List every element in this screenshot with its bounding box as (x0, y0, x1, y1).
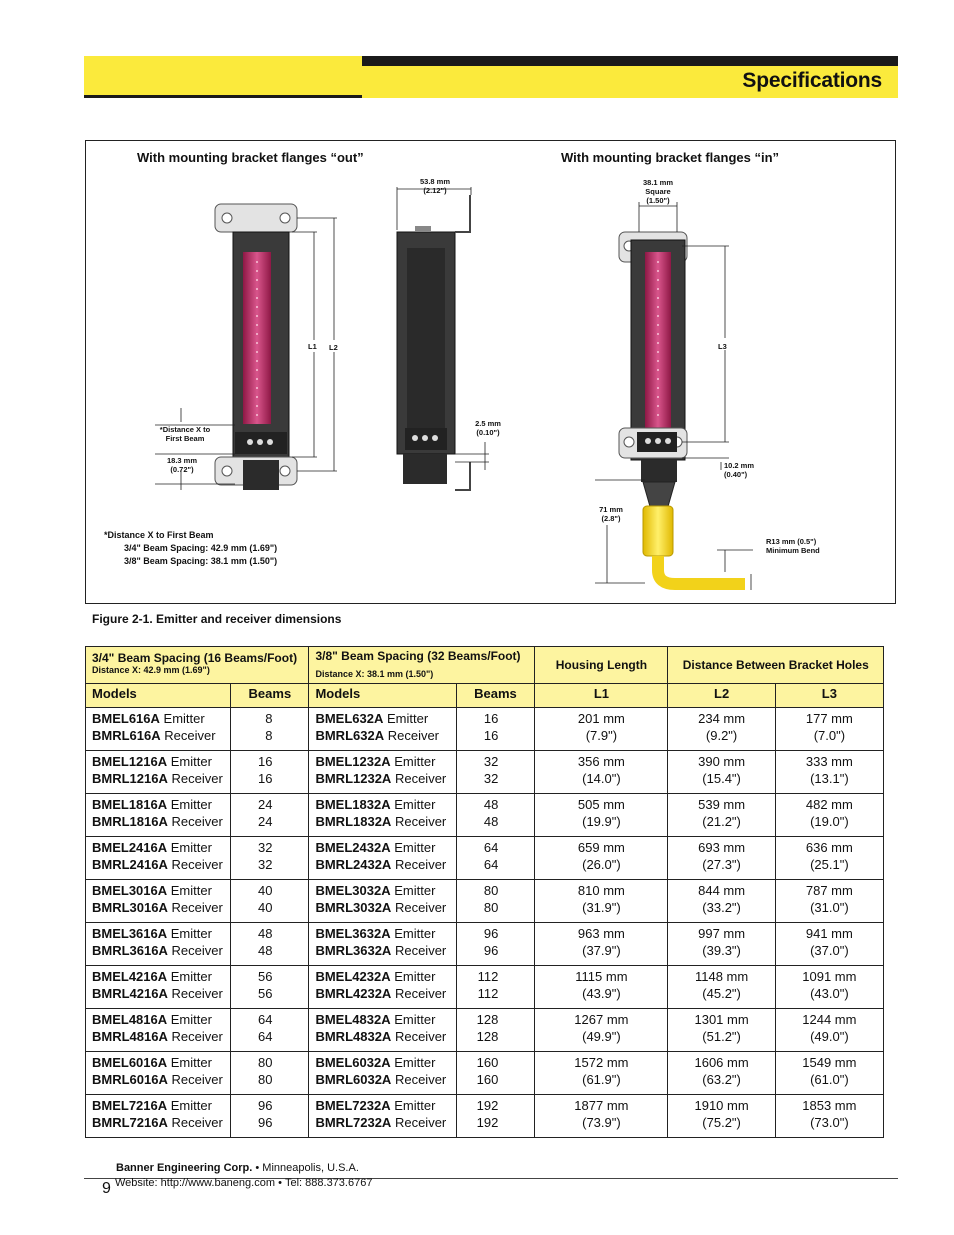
col-header-l1: L1 (535, 684, 668, 708)
col-header-l2: L2 (668, 684, 775, 708)
beams-cell: 160 160 (456, 1052, 535, 1095)
models-cell: BMEL1232A Emitter BMRL1232A Receiver (309, 751, 456, 794)
dim-10mm: 10.2 mm (0.40") (724, 461, 755, 479)
l1-cell: 1877 mm (73.9") (535, 1095, 668, 1138)
l2-cell: 1301 mm (51.2") (668, 1009, 775, 1052)
l3-cell: 177 mm (7.0") (775, 708, 883, 751)
beams-cell: 48 48 (456, 794, 535, 837)
footer-contact-line: Website: http://www.baneng.com • Tel: 888.373.6767 (115, 1177, 373, 1189)
beams-cell: 56 56 (231, 966, 309, 1009)
models-cell: BMEL6032A Emitter BMRL6032A Receiver (309, 1052, 456, 1095)
l3-cell: 333 mm (13.1") (775, 751, 883, 794)
beams-cell: 16 16 (231, 751, 309, 794)
table-row (86, 1009, 884, 1052)
l1-cell: 356 mm (14.0") (535, 751, 668, 794)
beams-cell: 24 24 (231, 794, 309, 837)
header-yellow-band-left (84, 56, 362, 98)
beams-cell: 192 192 (456, 1095, 535, 1138)
emitter-front-flanges-in (619, 232, 745, 584)
l1-cell: 1115 mm (43.9") (535, 966, 668, 1009)
beams-cell: 96 96 (231, 1095, 309, 1138)
models-cell: BMEL616A Emitter BMRL616A Receiver (86, 708, 231, 751)
models-cell: BMEL632A Emitter BMRL632A Receiver (309, 708, 456, 751)
l2-cell: 1606 mm (63.2") (668, 1052, 775, 1095)
l2-cell: 844 mm (33.2") (668, 880, 775, 923)
dim-18mm: 18.3 mm (0.72") (166, 456, 198, 474)
models-cell: BMEL6016A Emitter BMRL6016A Receiver (86, 1052, 231, 1095)
l3-cell: 787 mm (31.0") (775, 880, 883, 923)
beams-cell: 8 8 (231, 708, 309, 751)
beams-cell: 64 64 (231, 1009, 309, 1052)
page-title: Specifications (742, 69, 882, 92)
models-cell: BMEL1816A Emitter BMRL1816A Receiver (86, 794, 231, 837)
l2-cell: 693 mm (27.3") (668, 837, 775, 880)
beams-cell: 80 80 (231, 1052, 309, 1095)
beams-cell: 32 32 (456, 751, 535, 794)
spec-table (85, 646, 884, 1138)
table-row (86, 923, 884, 966)
l3-cell: 636 mm (25.1") (775, 837, 883, 880)
l2-cell: 1148 mm (45.2") (668, 966, 775, 1009)
beams-cell: 32 32 (231, 837, 309, 880)
l3-cell: 1091 mm (43.0") (775, 966, 883, 1009)
models-cell: BMEL3616A Emitter BMRL3616A Receiver (86, 923, 231, 966)
table-row (86, 708, 884, 751)
l1-cell: 810 mm (31.9") (535, 880, 668, 923)
l2-cell: 390 mm (15.4") (668, 751, 775, 794)
beams-cell: 48 48 (231, 923, 309, 966)
col-header-l3: L3 (775, 684, 883, 708)
l3-cell: 941 mm (37.0") (775, 923, 883, 966)
l2-cell: 1910 mm (75.2") (668, 1095, 775, 1138)
group-header-3-8: 3/8" Beam Spacing (32 Beams/Foot) Distance X: 38.1 mm (1.50") (309, 647, 535, 684)
figure-note: *Distance X to First Beam 3/4" Beam Spacing: 42.9 mm (1.69") 3/8" Beam Spacing: 38.1 mm (1.50") (104, 530, 278, 566)
models-cell: BMEL3032A Emitter BMRL3032A Receiver (309, 880, 456, 923)
models-cell: BMEL7232A Emitter BMRL7232A Receiver (309, 1095, 456, 1138)
dim-l1: L1 (308, 342, 317, 351)
beams-cell: 112 112 (456, 966, 535, 1009)
figure-heading-in: With mounting bracket flanges “in” (561, 150, 780, 165)
table-row (86, 837, 884, 880)
col-header-models-2: Models (309, 684, 456, 708)
dim-l2: L2 (329, 343, 338, 352)
models-cell: BMEL1832A Emitter BMRL1832A Receiver (309, 794, 456, 837)
models-cell: BMEL2432A Emitter BMRL2432A Receiver (309, 837, 456, 880)
dim-38mm-square: 38.1 mm Square (1.50") (642, 178, 674, 205)
l2-cell: 997 mm (39.3") (668, 923, 775, 966)
l2-cell: 234 mm (9.2") (668, 708, 775, 751)
dim-53mm: 53.8 mm (2.12") (419, 177, 451, 195)
footer-company-line: Banner Engineering Corp. • Minneapolis, U.S.A. (116, 1162, 359, 1174)
table-row (86, 1095, 884, 1138)
table-row (86, 1052, 884, 1095)
beams-cell: 80 80 (456, 880, 535, 923)
figure-heading-out: With mounting bracket flanges “out” (137, 150, 364, 165)
l1-cell: 963 mm (37.9") (535, 923, 668, 966)
col-header-beams-2: Beams (456, 684, 535, 708)
spec-table-body (86, 708, 884, 1138)
housing-length-header: Housing Length (535, 647, 668, 684)
l1-cell: 659 mm (26.0") (535, 837, 668, 880)
models-cell: BMEL4216A Emitter BMRL4216A Receiver (86, 966, 231, 1009)
beams-cell: 96 96 (456, 923, 535, 966)
models-cell: BMEL4816A Emitter BMRL4816A Receiver (86, 1009, 231, 1052)
col-header-models-1: Models (86, 684, 231, 708)
dim-distance-x-label: *Distance X to First Beam (159, 425, 211, 443)
models-cell: BMEL7216A Emitter BMRL7216A Receiver (86, 1095, 231, 1138)
models-cell: BMEL4232A Emitter BMRL4232A Receiver (309, 966, 456, 1009)
page-number: 9 (102, 1180, 111, 1197)
beams-cell: 16 16 (456, 708, 535, 751)
table-row (86, 966, 884, 1009)
dim-2-5mm: 2.5 mm (0.10") (475, 419, 501, 437)
dim-r13-bend: R13 mm (0.5") Minimum Bend (766, 537, 820, 555)
emitter-side-view (397, 195, 470, 490)
l2-cell: 539 mm (21.2") (668, 794, 775, 837)
models-cell: BMEL3016A Emitter BMRL3016A Receiver (86, 880, 231, 923)
emitter-front-flanges-out (215, 204, 297, 490)
models-cell: BMEL2416A Emitter BMRL2416A Receiver (86, 837, 231, 880)
table-row (86, 751, 884, 794)
dim-l3: L3 (718, 342, 727, 351)
group-header-3-4: 3/4" Beam Spacing (16 Beams/Foot) Distance X: 42.9 mm (1.69") (86, 647, 309, 684)
l3-cell: 1244 mm (49.0") (775, 1009, 883, 1052)
bracket-holes-header: Distance Between Bracket Holes (668, 647, 884, 684)
table-row (86, 880, 884, 923)
beams-cell: 128 128 (456, 1009, 535, 1052)
col-header-beams-1: Beams (231, 684, 309, 708)
l1-cell: 1572 mm (61.9") (535, 1052, 668, 1095)
beams-cell: 40 40 (231, 880, 309, 923)
beams-cell: 64 64 (456, 837, 535, 880)
l1-cell: 505 mm (19.9") (535, 794, 668, 837)
l3-cell: 1853 mm (73.0") (775, 1095, 883, 1138)
table-row (86, 794, 884, 837)
models-cell: BMEL4832A Emitter BMRL4832A Receiver (309, 1009, 456, 1052)
l3-cell: 482 mm (19.0") (775, 794, 883, 837)
figure-caption: Figure 2-1. Emitter and receiver dimensions (92, 612, 342, 626)
models-cell: BMEL1216A Emitter BMRL1216A Receiver (86, 751, 231, 794)
dim-71mm: 71 mm (2.8") (599, 505, 623, 523)
header-black-rule-top (362, 56, 898, 66)
l1-cell: 1267 mm (49.9") (535, 1009, 668, 1052)
header-black-rule-left (84, 95, 362, 98)
models-cell: BMEL3632A Emitter BMRL3632A Receiver (309, 923, 456, 966)
l1-cell: 201 mm (7.9") (535, 708, 668, 751)
l3-cell: 1549 mm (61.0") (775, 1052, 883, 1095)
